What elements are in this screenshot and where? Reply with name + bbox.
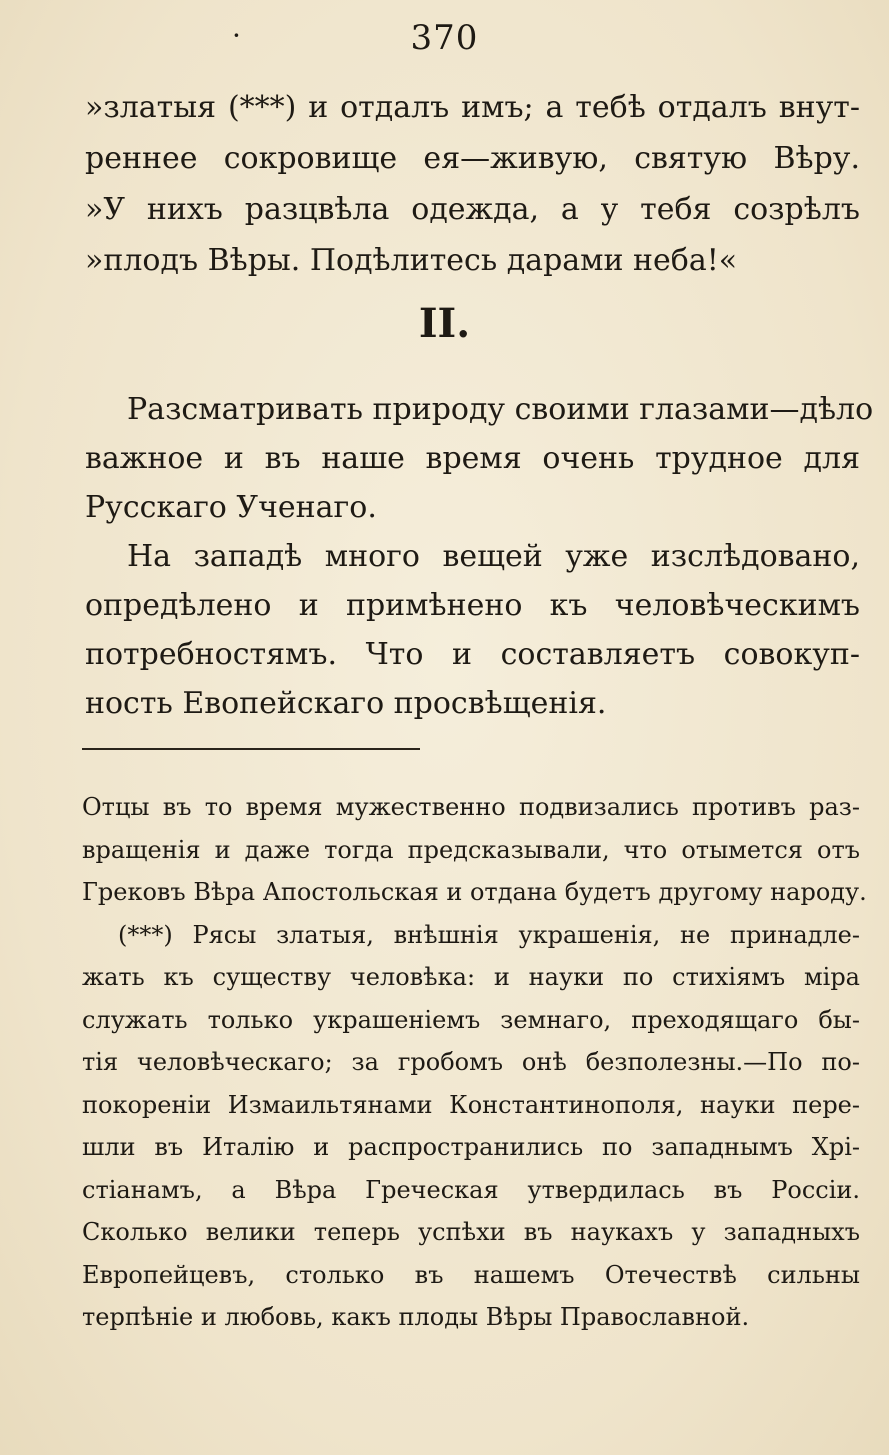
text-line: реннее сокровище ея—живую, святую Вѣру. [85,141,860,176]
opening-text [85,82,860,286]
footnote-line: тія человѣческаго; за гробомъ онѣ безполезны.—По по- [82,1048,860,1076]
text-line: »плодъ Вѣры. Подѣлитесь дарами неба!« [85,243,738,278]
section-heading: II. [418,300,471,347]
footnote-line: (***) Рясы златыя, внѣшнія украшенія, не принадле- [118,920,860,949]
footnotes [82,786,867,1339]
footnote-line: Европейцевъ, столько въ нашемъ Отечествѣ сильны [82,1260,860,1289]
text-line: »У нихъ разцвѣла одежда, а у тебя созрѣлъ [85,192,860,227]
text-line: Разсматривать природу своими глазами—дѣло [127,392,874,427]
page-mark: · [232,19,241,52]
footnote-line: шли въ Италію и распространились по западнымъ Хрі- [82,1133,860,1161]
text-line: На западѣ много вещей уже изслѣдовано, [127,539,860,574]
text-line: потребностямъ. Что и составляетъ совокуп- [85,637,860,672]
footnote-line: Отцы въ то время мужественно подвизались противъ раз- [82,793,860,821]
text-line: опредѣлено и примѣнено къ человѣческимъ [85,588,860,623]
section-text [85,385,874,728]
footnote-line: Сколько велики теперь успѣхи въ наукахъ у западныхъ [82,1218,860,1246]
page-number: 370 [410,18,479,58]
footnote-line: стіанамъ, а Вѣра Греческая утвердилась въ Россіи. [82,1175,860,1204]
footnote-line: вращенія и даже тогда предсказывали, что отымется отъ [82,835,860,864]
text-line: важное и въ наше время очень трудное для [85,441,860,476]
text-line: ность Евопейскаго просвѣщенія. [85,686,607,721]
footnote-divider [82,748,420,750]
footnote-line: служать только украшеніемъ земнаго, преходящаго бы- [82,1005,860,1034]
text-line: »златыя (***) и отдалъ имъ; а тебѣ отдалъ внут- [85,90,860,125]
text-line: Русскаго Ученаго. [85,490,377,525]
footnote-line: Грековъ Вѣра Апостольская и отдана будетъ другому народу. [82,878,867,906]
footnote-line: покореніи Измаильтянами Константинополя, науки пере- [82,1090,860,1119]
footnote-line: терпѣніе и любовь, какъ плоды Вѣры Православной. [82,1303,750,1331]
footnote-line: жать къ существу человѣка: и науки по стихіямъ міра [82,963,860,991]
